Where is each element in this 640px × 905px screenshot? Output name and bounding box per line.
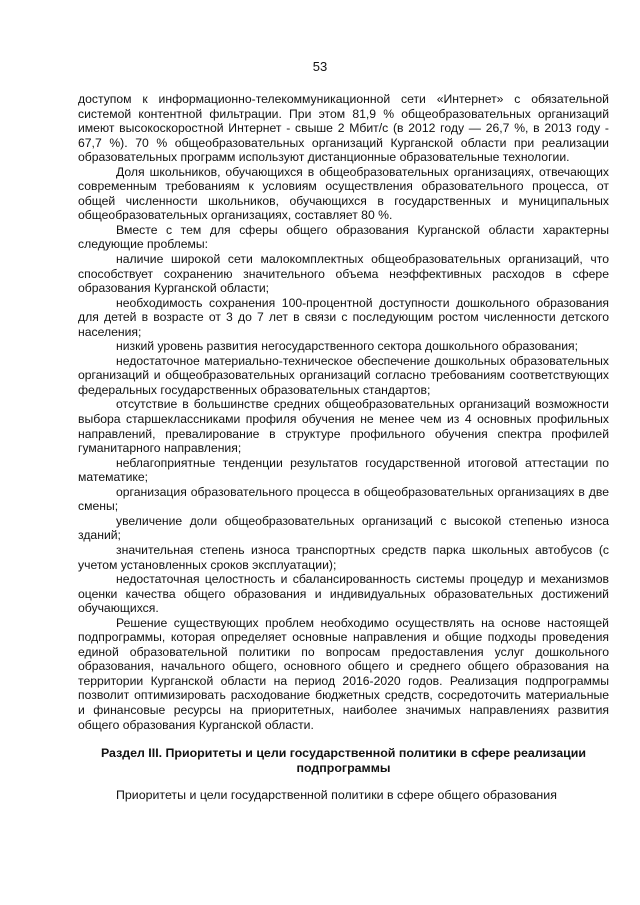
problem-two-shifts: организация образовательного процесса в общеобразовательных организациях в две смены; bbox=[78, 484, 609, 514]
problem-school-buses: значительная степень износа транспортных средств парка школьных автобусов (с учетом установленных сроков эксплуатации); bbox=[78, 542, 609, 572]
problem-profile-choice: отсутствие в большинстве средних общеобразовательных организаций возможности выбора старшеклассниками профиля обучения не менее чем из 4 основных профильных направлений, превалирование в структуре профильного обучения спектра профилей гуманитарного направления; bbox=[78, 397, 609, 456]
page-number: 53 bbox=[312, 59, 328, 74]
paragraph-students-share: Доля школьников, обучающихся в общеобразовательных организациях, отвечающих современным требованиям к условиям осуществления образовательного процесса, от общей численности школьников, обучающихся в государственных и муниципальных общеобразовательных организациях, составляет 80 %. bbox=[78, 164, 609, 223]
problem-building-wear: увеличение доли общеобразовательных организаций с высокой степенью износа зданий; bbox=[78, 513, 609, 543]
section-heading: Раздел III. Приоритеты и цели государственной политики в сфере реализации подпрограммы bbox=[100, 746, 587, 775]
document-body bbox=[78, 92, 609, 802]
problem-math-attestation: неблагоприятные тенденции результатов государственной итоговой аттестации по математике; bbox=[78, 455, 609, 485]
paragraph-problems-intro: Вместе с тем для сферы общего образования Курганской области характерны следующие проблемы: bbox=[78, 222, 609, 252]
problem-small-schools: наличие широкой сети малокомплектных общеобразовательных организаций, что способствует сохранению значительного объема неэффективных расходов в сфере образования Курганской области; bbox=[78, 252, 609, 296]
problem-nonstate-sector: низкий уровень развития негосударственного сектора дошкольного образования; bbox=[116, 339, 579, 354]
paragraph-solution: Решение существующих проблем необходимо осуществлять на основе настоящей подпрограммы, которая определяет основные направления и общие подходы проведения единой образовательной политики по вопросам предоставления услуг дошкольного образования, начального общего, основного общего и среднего общего образования на территории Курганской области на период 2016-2020 годов. Реализация подпрограммы позволит оптимизировать расходование бюджетных средств, сосредоточить материальные и финансовые ресурсы на приоритетных, наиболее значимых направлениях развития общего образования Курганской области. bbox=[78, 615, 609, 732]
problem-quality-assessment: недостаточная целостность и сбалансированность системы процедур и механизмов оценки качества общего образования и индивидуальных образовательных достижений обучающихся. bbox=[78, 572, 609, 616]
paragraph-internet-access: доступом к информационно-телекоммуникационной сети «Интернет» с обязательной системой контентной фильтрации. При этом 81,9 % общеобразовательных организаций имеют высокоскоростной Интернет - свыше 2 Мбит/с (в 2012 году — 26,7 %, в 2013 году - 67,7 %). 70 % общеобразовательных организаций Курганской области при реализации образовательных программ используют дистанционные образовательные технологии. bbox=[78, 92, 609, 165]
paragraph-priorities: Приоритеты и цели государственной политики в сфере общего образования bbox=[116, 787, 557, 802]
problem-preschool-availability: необходимость сохранения 100-процентной доступности дошкольного образования для детей в возрасте от 3 до 7 лет в связи с последующим ростом численности детского населения; bbox=[78, 295, 609, 339]
problem-material-support: недостаточное материально-техническое обеспечение дошкольных образовательных организаций и общеобразовательных организаций согласно требованиям соответствующих федеральных государственных образовательных стандартов; bbox=[78, 353, 609, 397]
